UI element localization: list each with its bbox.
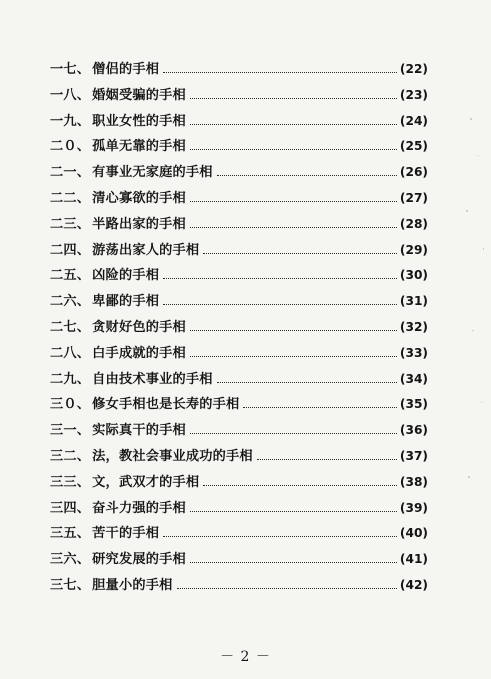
toc-entry-page: (34): [399, 371, 428, 386]
page-number: － 2 －: [220, 649, 271, 665]
toc-dot-leader: [217, 173, 397, 176]
toc-entry-page: (37): [399, 448, 428, 463]
toc-entry-page: (38): [399, 474, 428, 489]
toc-entry-title: 凶险的手相: [92, 268, 160, 284]
scan-speck: [468, 476, 470, 478]
toc-entry: [50, 502, 428, 528]
toc-entry-page: (28): [399, 216, 428, 231]
toc-entry: [50, 476, 428, 502]
toc-entry-page: (22): [399, 62, 428, 76]
toc-dot-leader: [190, 509, 397, 512]
toc-entry-title: 婚姻受骗的手相: [92, 87, 186, 103]
toc-entry-title: 白手成就的手相: [92, 345, 186, 361]
toc-entry: [50, 295, 428, 321]
toc-entry-number: 二九、: [50, 371, 91, 387]
toc-entry-page: (30): [399, 268, 428, 283]
toc-entry-page: (32): [399, 319, 428, 334]
toc-dot-leader: [163, 302, 397, 305]
toc-entry-title: 游荡出家人的手相: [92, 242, 200, 258]
toc-entry-number: 二一、: [50, 165, 91, 181]
toc-entry-number: 三０、: [50, 397, 91, 413]
toc-entry-title: 有事业无家庭的手相: [92, 165, 213, 181]
toc-dot-leader: [203, 483, 397, 486]
toc-entry: [50, 166, 428, 192]
toc-dot-leader: [190, 354, 397, 357]
toc-dot-leader: [257, 457, 397, 460]
toc-entry: [50, 347, 428, 373]
toc-dot-leader: [190, 328, 397, 331]
toc-dot-leader: [190, 147, 397, 150]
scan-speck: [483, 248, 484, 250]
toc-entry-page: (39): [399, 500, 428, 515]
toc-entry-number: 三六、: [50, 552, 91, 568]
toc-entry-title: 研究发展的手相: [92, 552, 186, 568]
toc-entry-number: 二八、: [50, 345, 91, 361]
toc-entry: [50, 63, 428, 89]
toc-entry-title: 贪财好色的手相: [92, 319, 186, 335]
toc-entry-number: 一九、: [50, 113, 91, 129]
toc-dot-leader: [203, 251, 397, 254]
toc-entry: [50, 192, 428, 218]
toc-entry-title: 修女手相也是长寿的手相: [92, 397, 240, 413]
toc-entry-number: 二０、: [50, 139, 91, 155]
toc-entry: [50, 450, 428, 476]
scan-speck: [466, 210, 468, 212]
toc-entry-title: 清心寡欲的手相: [92, 190, 186, 206]
toc-dot-leader: [243, 405, 396, 408]
toc-entry-page: (26): [399, 165, 428, 180]
toc-entry: [50, 398, 428, 424]
toc-entry-title: 僧侣的手相: [92, 62, 160, 77]
toc-dot-leader: [163, 276, 397, 279]
toc-entry-title: 半路出家的手相: [92, 216, 186, 232]
scan-speck: [481, 402, 482, 403]
toc-entry-title: 奋斗力强的手相: [92, 500, 186, 516]
toc-dot-leader: [190, 225, 397, 228]
toc-dot-leader: [217, 380, 397, 383]
toc-entry: [50, 115, 428, 141]
toc-dot-leader: [177, 586, 397, 589]
toc-entry: [50, 321, 428, 347]
table-of-contents: [50, 63, 428, 605]
toc-entry-title: 卑鄙的手相: [92, 294, 160, 310]
toc-entry-title: 法，教社会事业成功的手相: [92, 448, 253, 464]
toc-entry-page: (35): [399, 397, 428, 412]
toc-entry-number: 二六、: [50, 294, 91, 310]
toc-entry-title: 自由技术事业的手相: [92, 371, 213, 387]
toc-entry-number: 三五、: [50, 526, 91, 542]
toc-entry: [50, 244, 428, 270]
toc-entry-number: 三二、: [50, 448, 91, 464]
toc-dot-leader: [190, 431, 397, 434]
toc-entry: [50, 218, 428, 244]
toc-entry-number: 一七、: [50, 62, 91, 77]
toc-entry-page: (36): [399, 423, 428, 438]
scan-speck: [470, 118, 472, 120]
toc-entry-number: 三一、: [50, 423, 91, 439]
toc-entry: [50, 553, 428, 579]
toc-entry-number: 三三、: [50, 474, 91, 490]
toc-entry-number: 三七、: [50, 577, 91, 593]
toc-entry-page: (24): [399, 113, 428, 128]
toc-entry-page: (27): [399, 190, 428, 205]
toc-dot-leader: [163, 70, 397, 73]
scan-speck: [478, 155, 479, 156]
toc-entry: [50, 269, 428, 295]
toc-dot-leader: [190, 96, 397, 99]
toc-entry-page: (41): [399, 552, 428, 567]
toc-entry-page: (23): [399, 87, 428, 102]
toc-entry: [50, 89, 428, 115]
toc-entry-page: (29): [399, 242, 428, 257]
toc-dot-leader: [163, 534, 397, 537]
toc-entry: [50, 373, 428, 399]
toc-entry: [50, 424, 428, 450]
toc-entry-number: 一八、: [50, 87, 91, 103]
toc-entry-title: 职业女性的手相: [92, 113, 186, 129]
toc-entry: [50, 527, 428, 553]
toc-entry-title: 实际真干的手相: [92, 423, 186, 439]
toc-entry-number: 二三、: [50, 216, 91, 232]
toc-entry-page: (31): [399, 294, 428, 309]
toc-dot-leader: [190, 199, 397, 202]
toc-entry-page: (25): [399, 139, 428, 154]
toc-entry-number: 二二、: [50, 190, 91, 206]
toc-entry-number: 三四、: [50, 500, 91, 516]
toc-entry-title: 苦干的手相: [92, 526, 160, 542]
toc-entry: [50, 140, 428, 166]
toc-entry-title: 孤单无靠的手相: [92, 139, 186, 155]
toc-entry: [50, 579, 428, 605]
toc-entry-page: (40): [399, 526, 428, 541]
toc-entry-number: 二五、: [50, 268, 91, 284]
toc-entry-page: (33): [399, 345, 428, 360]
toc-dot-leader: [190, 122, 397, 125]
toc-entry-number: 二四、: [50, 242, 91, 258]
toc-entry-number: 二七、: [50, 319, 91, 335]
toc-entry-title: 文，武双才的手相: [92, 474, 200, 490]
toc-entry-page: (42): [399, 577, 428, 592]
scan-speck: [472, 330, 474, 331]
toc-dot-leader: [190, 560, 397, 563]
toc-entry-title: 胆量小的手相: [92, 577, 173, 593]
